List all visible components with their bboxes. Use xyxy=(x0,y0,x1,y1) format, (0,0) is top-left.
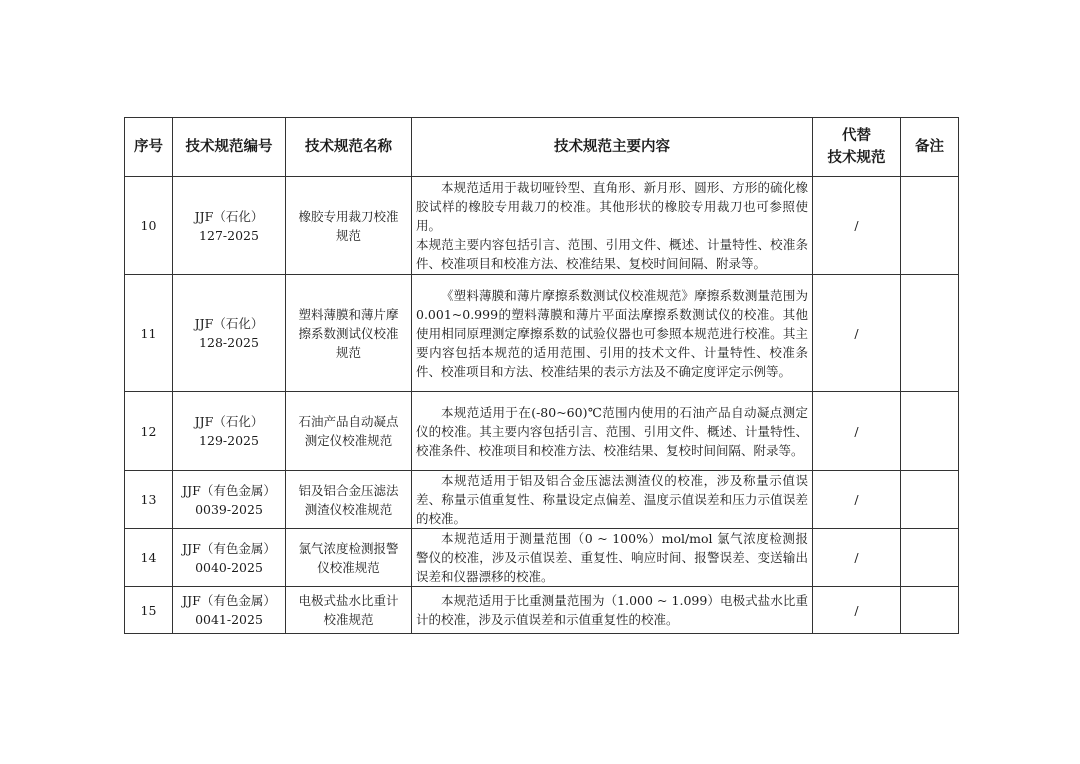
cell-content xyxy=(412,471,813,529)
code-line2: 127-2025 xyxy=(199,227,259,243)
cell-note xyxy=(901,587,959,634)
spec-table xyxy=(124,117,959,634)
cell-code xyxy=(173,275,286,392)
content-paragraph: 本规范适用于在(-80~60)℃范围内使用的石油产品自动凝点测定仪的校准。其主要内容包括引言、范围、引用文件、概述、计量特性、校准条件、校准项目和校准方法、校准结果、复校时间间隔、附录等。 xyxy=(416,404,808,458)
code-line2: 128-2025 xyxy=(199,335,259,350)
cell-replace: / xyxy=(813,177,901,275)
header-replace-line2: 技术规范 xyxy=(827,149,886,166)
code-line2: 129-2025 xyxy=(199,433,259,448)
cell-code xyxy=(173,471,286,529)
cell-note xyxy=(901,177,959,275)
header-note: 备注 xyxy=(901,118,959,177)
code-line1: JJF（有色金属） xyxy=(182,540,276,556)
cell-note xyxy=(901,275,959,392)
cell-replace: / xyxy=(813,587,901,634)
cell-index: 12 xyxy=(125,392,173,471)
table-row xyxy=(125,177,959,275)
cell-name: 铝及铝合金压滤法测渣仪校准规范 xyxy=(286,471,412,529)
content-paragraph: 本规范主要内容包括引言、范围、引用文件、概述、计量特性、校准条件、校准项目和校准方法、校准结果、复校时间间隔、附录等。 xyxy=(416,237,808,271)
cell-content xyxy=(412,529,813,587)
cell-name: 橡胶专用裁刀校准规范 xyxy=(286,177,412,275)
cell-note xyxy=(901,392,959,471)
header-content: 技术规范主要内容 xyxy=(412,118,813,177)
cell-name: 石油产品自动凝点测定仪校准规范 xyxy=(286,392,412,471)
table-row xyxy=(125,471,959,529)
header-row xyxy=(125,118,959,177)
code-line1: JJF（有色金属） xyxy=(182,482,276,498)
cell-index: 15 xyxy=(125,587,173,634)
cell-replace: / xyxy=(813,392,901,471)
cell-code xyxy=(173,177,286,275)
content-paragraph: 本规范适用于铝及铝合金压滤法测渣仪的校准，涉及称量示值误差、称量示值重复性、称量设定点偏差、温度示值误差和压力示值误差的校准。 xyxy=(416,473,808,526)
content-paragraph: 《塑料薄膜和薄片摩擦系数测试仪校准规范》摩擦系数测量范围为0.001~0.999的塑料薄膜和薄片平面法摩擦系数测试仪的校准。其他使用相同原理测定摩擦系数的试验仪器也可参照本规范进行校准。其主要内容包括本规范的适用范围、引用的技术文件、计量特性、校准条件、校准项目和方法、校准结果的表示方法及不确定度评定示例等。 xyxy=(416,287,808,379)
cell-index: 10 xyxy=(125,177,173,275)
cell-note xyxy=(901,471,959,529)
cell-index: 11 xyxy=(125,275,173,392)
table-row xyxy=(125,275,959,392)
cell-name: 氯气浓度检测报警仪校准规范 xyxy=(286,529,412,587)
cell-content xyxy=(412,275,813,392)
code-line1: JJF（有色金属） xyxy=(182,593,276,608)
code-line2: 0041-2025 xyxy=(195,612,263,627)
cell-replace: / xyxy=(813,275,901,392)
header-name: 技术规范名称 xyxy=(286,118,412,177)
cell-name: 电极式盐水比重计校准规范 xyxy=(286,587,412,634)
cell-index: 13 xyxy=(125,471,173,529)
header-replace xyxy=(813,118,901,177)
cell-code xyxy=(173,392,286,471)
cell-code xyxy=(173,529,286,587)
cell-note xyxy=(901,529,959,587)
cell-code xyxy=(173,587,286,634)
content-paragraph: 本规范适用于比重测量范围为（1.000 ~ 1.099）电极式盐水比重计的校准，涉及示值误差和示值重复性的校准。 xyxy=(416,593,808,627)
code-line1: JJF（石化） xyxy=(194,414,264,429)
cell-content xyxy=(412,587,813,634)
cell-content xyxy=(412,177,813,275)
cell-name: 塑料薄膜和薄片摩擦系数测试仪校准规范 xyxy=(286,275,412,392)
table-row xyxy=(125,392,959,471)
code-line1: JJF（石化） xyxy=(194,316,264,331)
header-index: 序号 xyxy=(125,118,173,177)
header-code: 技术规范编号 xyxy=(173,118,286,177)
cell-replace: / xyxy=(813,471,901,529)
table-row xyxy=(125,587,959,634)
header-replace-line1: 代替 xyxy=(842,127,871,144)
content-paragraph: 本规范适用于裁切哑铃型、直角形、新月形、圆形、方形的硫化橡胶试样的橡胶专用裁刀的校准。其他形状的橡胶专用裁刀也可参照使用。 xyxy=(416,180,808,233)
cell-content xyxy=(412,392,813,471)
cell-replace: / xyxy=(813,529,901,587)
code-line2: 0040-2025 xyxy=(195,559,263,575)
cell-index: 14 xyxy=(125,529,173,587)
content-paragraph: 本规范适用于测量范围（0 ~ 100%）mol/mol 氯气浓度检测报警仪的校准，涉及示值误差、重复性、响应时间、报警误差、变送输出误差和仪器漂移的校准。 xyxy=(416,531,808,584)
code-line1: JJF（石化） xyxy=(194,208,264,224)
table-row xyxy=(125,529,959,587)
code-line2: 0039-2025 xyxy=(195,501,263,517)
